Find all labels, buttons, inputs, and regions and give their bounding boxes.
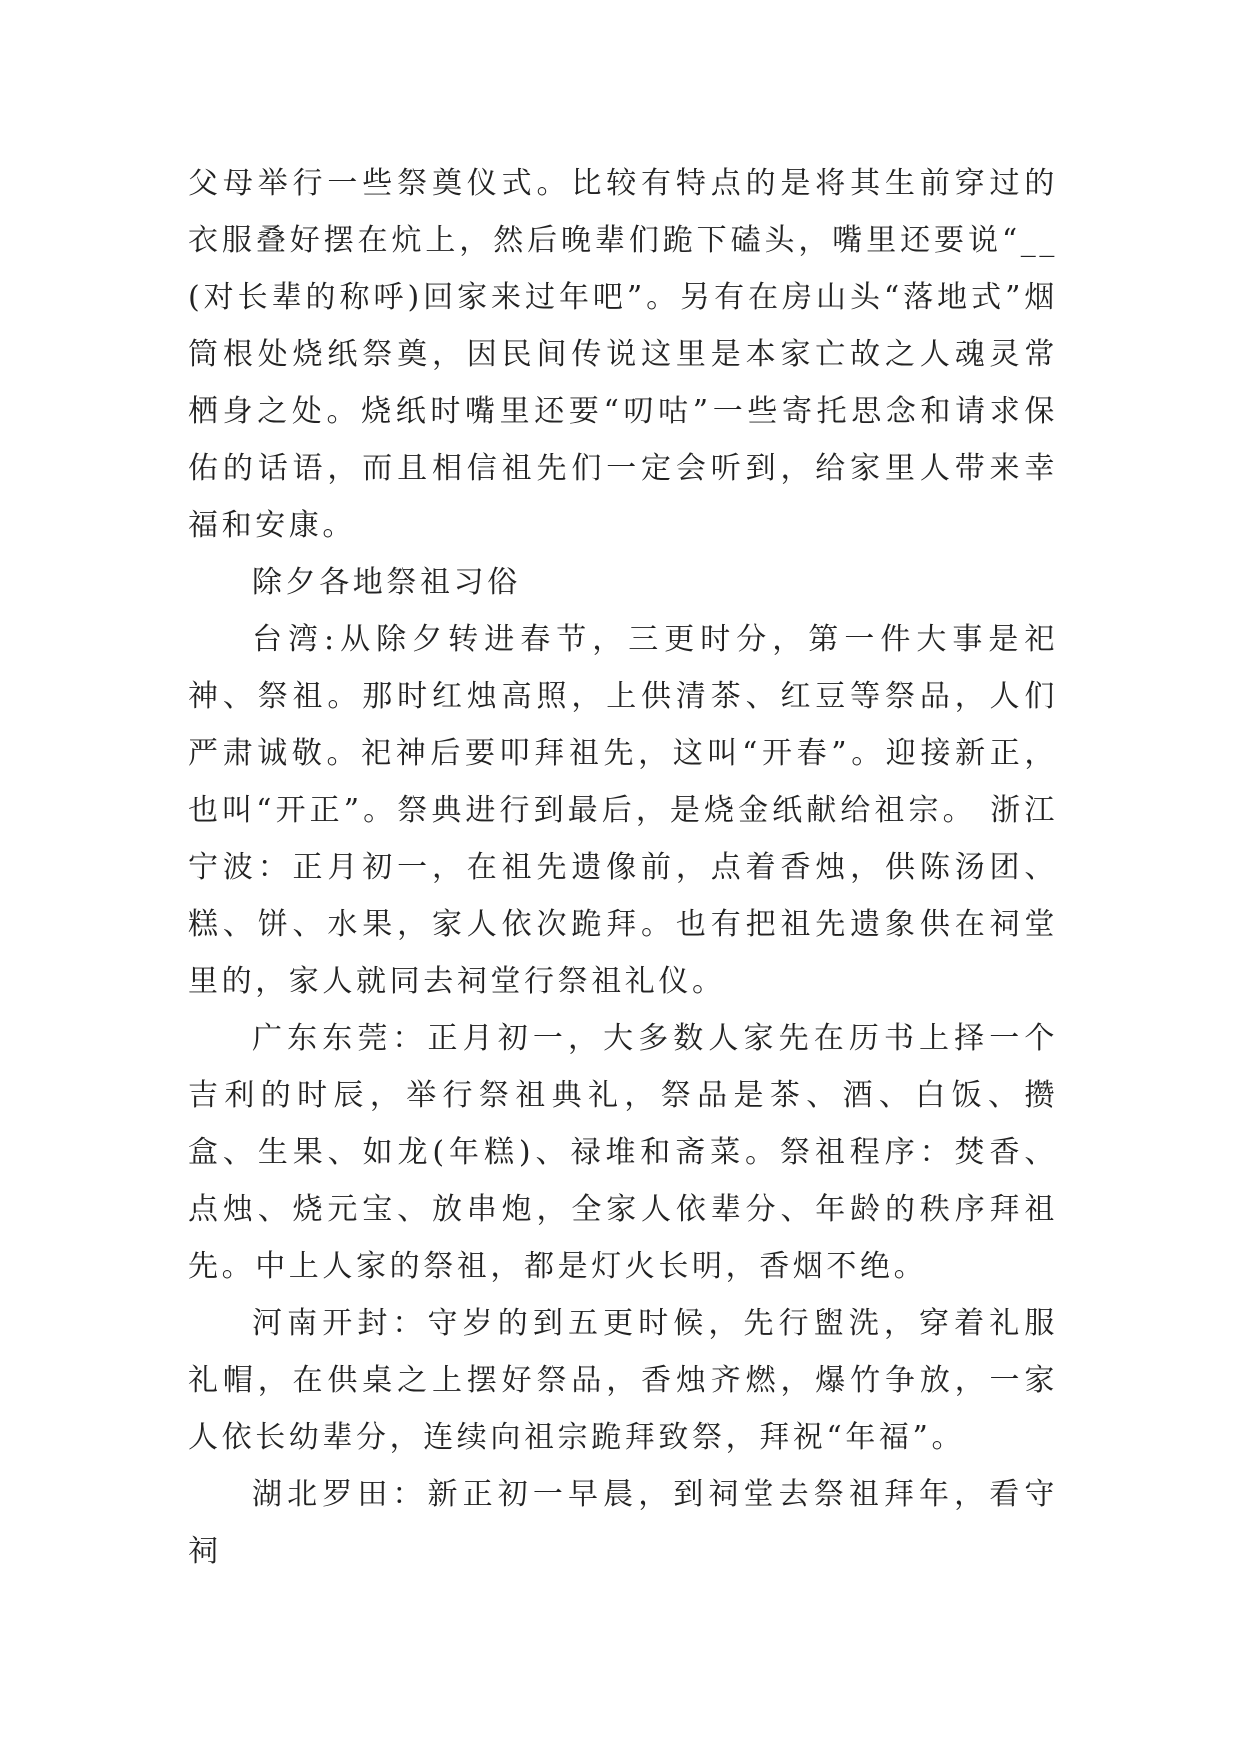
paragraph-taiwan: 台湾:从除夕转进春节，三更时分，第一件大事是祀神、祭祖。那时红烛高照，上供清茶、红豆等祭品，人们严肃诚敬。祀神后要叩拜祖先，这叫“开春”。迎接新正，也叫“开正”。祭典进行到最后，是烧金纸献给祖宗。 浙江宁波：正月初一，在祖先遗像前，点着香烛，供陈汤团、糕、饼、水果，家人依次跪拜。也有把祖先遗象供在祠堂里的，家人就同去祠堂行祭祖礼仪。 <box>188 622 1058 999</box>
section-heading: 除夕各地祭祖习俗 <box>252 565 521 600</box>
document-body <box>188 155 1058 1580</box>
paragraph-kaifeng: 河南开封：守岁的到五更时候，先行盥洗，穿着礼服礼帽，在供桌之上摆好祭品，香烛齐燃，爆竹争放，一家人依长幼辈分，连续向祖宗跪拜致祭，拜祝“年福”。 <box>188 1306 1058 1455</box>
paragraph-continuation: 父母举行一些祭奠仪式。比较有特点的是将其生前穿过的衣服叠好摆在炕上，然后晚辈们跪下磕头，嘴里还要说“__(对长辈的称呼)回家来过年吧”。另有在房山头“落地式”烟筒根处烧纸祭奠，因民间传说这里是本家亡故之人魂灵常栖身之处。烧纸时嘴里还要“叨咕”一些寄托思念和请求保佑的话语，而且相信祖先们一定会听到，给家里人带来幸福和安康。 <box>188 166 1058 543</box>
paragraph-dongguan: 广东东莞：正月初一，大多数人家先在历书上择一个吉利的时辰，举行祭祖典礼，祭品是茶、酒、白饭、攒盒、生果、如龙(年糕)、禄堆和斋菜。祭祖程序：焚香、点烛、烧元宝、放串炮，全家人依辈分、年龄的秩序拜祖先。中上人家的祭祖，都是灯火长明，香烟不绝。 <box>188 1021 1058 1284</box>
paragraph-luotian: 湖北罗田：新正初一早晨，到祠堂去祭祖拜年，看守祠 <box>188 1477 1058 1569</box>
